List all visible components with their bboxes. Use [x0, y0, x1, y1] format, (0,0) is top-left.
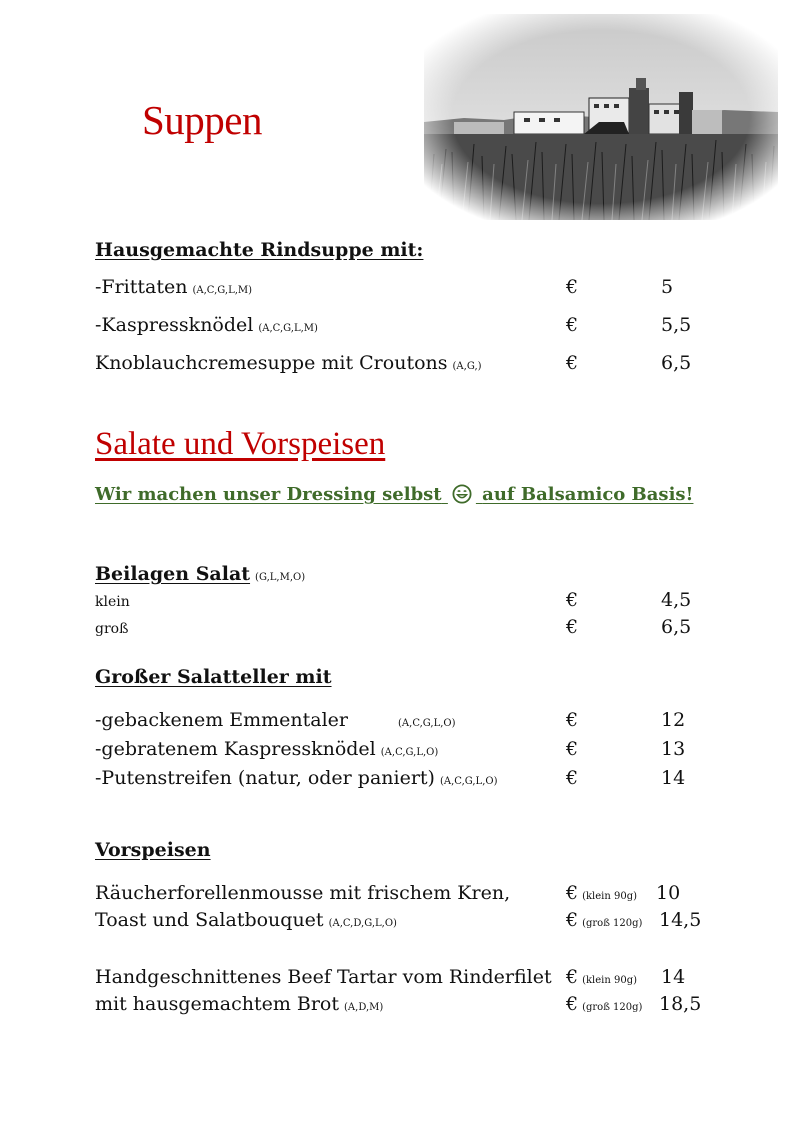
price-large-row	[566, 909, 642, 931]
item-price: 4,5	[661, 589, 692, 611]
starter-line	[95, 909, 397, 931]
item-name: -Kaspressknödel	[95, 314, 254, 336]
item-name: -Putenstreifen (natur, oder paniert)	[95, 767, 435, 789]
side-salad-heading: Beilagen Salat	[95, 563, 251, 585]
allergens: (A,C,G,L,M)	[192, 285, 253, 296]
item-price: 12	[661, 709, 686, 731]
portion-label: (klein 90g)	[582, 975, 638, 986]
dressing-text-2: auf Balsamico Basis!	[482, 484, 694, 505]
currency-symbol: €	[566, 909, 579, 931]
currency-symbol: €	[566, 276, 579, 298]
item-price: 14,5	[659, 909, 702, 931]
menu-item	[95, 314, 318, 336]
currency-symbol: €	[566, 314, 579, 336]
item-name: Toast und Salatbouquet	[95, 909, 324, 931]
currency-symbol: €	[566, 738, 579, 760]
currency-symbol: €	[566, 352, 579, 374]
allergens: (A,C,G,L,O)	[439, 776, 498, 787]
building-photo	[424, 14, 778, 220]
item-name: Knoblauchcremesuppe mit Croutons	[95, 352, 448, 374]
item-price: 13	[661, 738, 686, 760]
item-price: 10	[656, 882, 681, 904]
item-name: mit hausgemachtem Brot	[95, 993, 340, 1015]
allergens: (A,C,D,G,L,O)	[328, 918, 397, 929]
item-name: -gebackenem Emmentaler	[95, 709, 349, 731]
item-price: 6,5	[661, 616, 692, 638]
smiley-icon	[452, 484, 472, 504]
item-price: 6,5	[661, 352, 692, 374]
price-small-row	[566, 966, 637, 988]
item-price: 18,5	[659, 993, 702, 1015]
price-large-row	[566, 993, 642, 1015]
dressing-note	[95, 484, 693, 505]
item-price: 14	[661, 767, 686, 789]
allergens: (A,C,G,L,O)	[398, 718, 456, 729]
currency-symbol: €	[566, 767, 579, 789]
menu-item	[95, 352, 482, 374]
item-name: -Frittaten	[95, 276, 188, 298]
size-label: klein	[95, 594, 130, 610]
allergens: (G,L,M,O)	[255, 572, 306, 583]
dressing-text: Wir machen unser Dressing selbst	[95, 484, 442, 505]
size-label: groß	[95, 621, 129, 637]
currency-symbol: €	[566, 882, 579, 904]
item-price: 5,5	[661, 314, 692, 336]
portion-label: (groß 120g)	[582, 918, 643, 929]
allergens: (A,C,G,L,M)	[258, 323, 318, 334]
currency-symbol: €	[566, 993, 579, 1015]
portion-label: (klein 90g)	[582, 891, 638, 902]
side-salad-heading-row	[95, 563, 305, 585]
allergens: (A,G,)	[452, 361, 482, 372]
starter-line: Handgeschnittenes Beef Tartar vom Rinderfilet	[95, 966, 552, 988]
starters-heading: Vorspeisen	[95, 839, 211, 861]
item-price: 5	[661, 276, 674, 298]
salads-title: Salate und Vorspeisen	[95, 426, 386, 462]
soups-title: Suppen	[142, 97, 262, 143]
menu-item	[95, 738, 438, 760]
menu-item	[95, 767, 497, 789]
item-name: -gebratenem Kaspressknödel	[95, 738, 376, 760]
allergens: (A,C,G,L,O)	[380, 747, 439, 758]
starter-line	[95, 993, 383, 1015]
currency-symbol: €	[566, 616, 579, 638]
large-plate-heading: Großer Salatteller mit	[95, 666, 332, 688]
currency-symbol: €	[566, 709, 579, 731]
starter-line: Räucherforellenmousse mit frischem Kren,	[95, 882, 511, 904]
portion-label: (groß 120g)	[582, 1002, 643, 1013]
item-price: 14	[661, 966, 686, 988]
allergens: (A,D,M)	[344, 1002, 384, 1013]
currency-symbol: €	[566, 589, 579, 611]
price-small-row	[566, 882, 637, 904]
menu-item	[95, 709, 456, 731]
soups-heading: Hausgemachte Rindsuppe mit:	[95, 239, 424, 261]
menu-item	[95, 276, 252, 298]
currency-symbol: €	[566, 966, 579, 988]
